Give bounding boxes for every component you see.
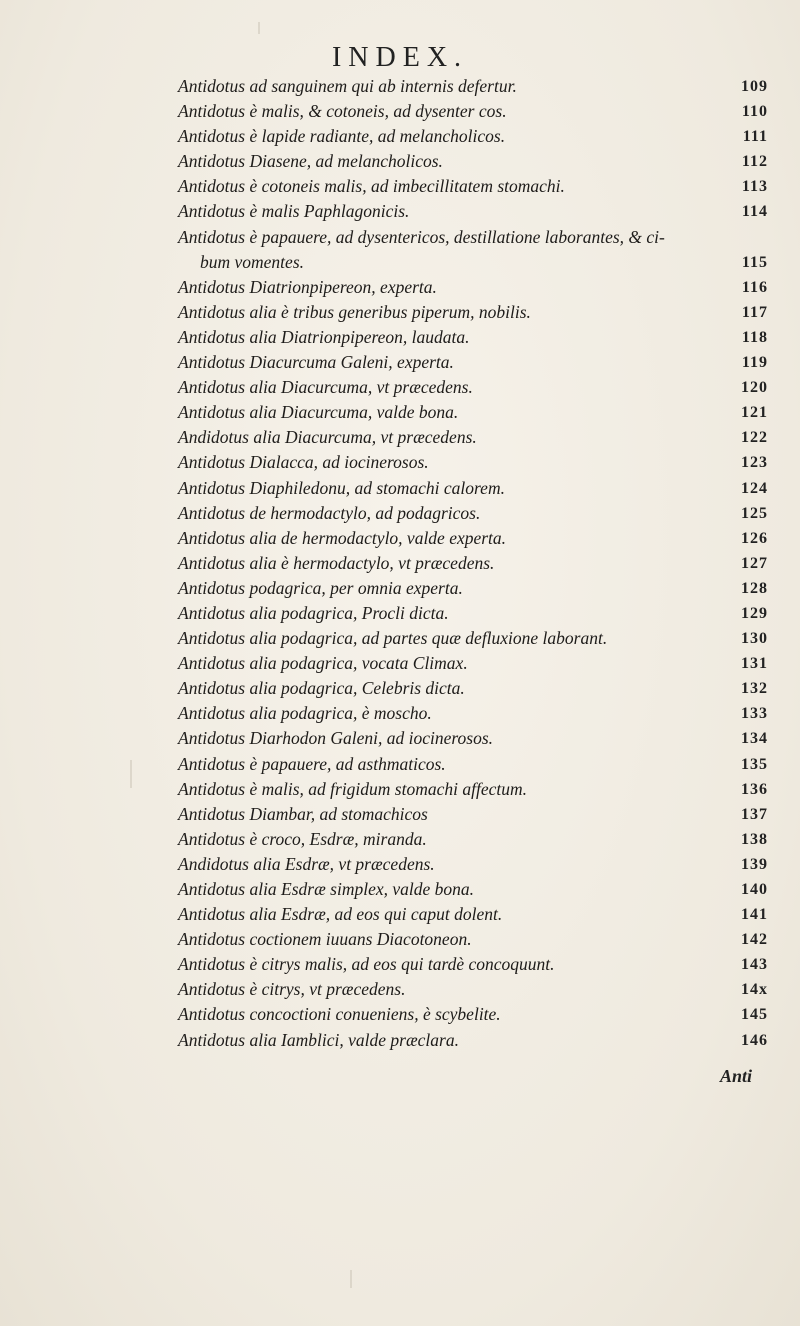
entry-page-number: 119	[741, 354, 768, 372]
entry-title: Antidotus alia Diacurcuma, vt præcedens.	[178, 377, 473, 398]
entry-page-number: 120	[741, 379, 768, 397]
entry-title: Antidotus coctionem iuuans Diacotoneon.	[178, 929, 472, 950]
paper-mark	[350, 1270, 352, 1288]
index-entry	[178, 275, 768, 300]
index-entry	[178, 676, 768, 701]
entry-page-number: 128	[741, 579, 768, 597]
entry-page-number: 136	[741, 780, 768, 798]
entry-page-number: 130	[741, 630, 768, 648]
entry-title: Antidotus concoctioni conueniens, è scybelite.	[178, 1004, 501, 1025]
entry-page-number: 146	[741, 1031, 768, 1049]
entry-title: Antidotus podagrica, per omnia experta.	[178, 577, 463, 598]
entry-title: Antidotus alia Iamblici, valde præclara.	[178, 1029, 459, 1050]
index-entry	[178, 852, 768, 877]
index-entry	[178, 701, 768, 726]
index-entry	[178, 300, 768, 325]
index-entry	[178, 752, 768, 777]
index-entry	[178, 626, 768, 651]
entry-page-number: 140	[741, 881, 768, 898]
entry-page-number: 113	[741, 178, 768, 196]
entry-page-number: 117	[741, 303, 768, 321]
catchword: Anti	[719, 1066, 752, 1086]
index-entry	[178, 74, 768, 99]
entry-title: Antidotus è citrys malis, ad eos qui tardè concoquunt.	[178, 954, 555, 975]
index-entry	[178, 726, 768, 751]
entry-title-continuation: bum vomentes.	[200, 251, 305, 272]
index-entry	[178, 1002, 768, 1027]
index-entry	[178, 802, 768, 827]
entry-title: Antidotus alia Esdræ, ad eos qui caput dolent.	[178, 904, 503, 925]
entry-title: Antidotus Diacurcuma Galeni, experta.	[178, 352, 454, 373]
entry-page-number: 138	[741, 830, 768, 848]
page-title: INDEX.	[331, 42, 469, 73]
entry-page-number: 126	[741, 529, 768, 547]
index-entry	[178, 375, 768, 400]
entry-title: Antidotus Diarhodon Galeni, ad iocinerosos.	[178, 728, 493, 749]
index-entry	[178, 551, 768, 576]
entry-page-number: 124	[741, 479, 768, 497]
entry-title: Antidotus è papauere, ad asthmaticos.	[178, 753, 446, 774]
index-entry	[178, 601, 768, 626]
entry-page-number: 137	[741, 805, 768, 823]
entry-title: Antidotus è citrys, vt præcedens.	[178, 979, 406, 1000]
index-entry	[178, 199, 768, 224]
entry-title: Antidotus è malis, & cotoneis, ad dysenter cos.	[178, 101, 507, 122]
entry-page-number: 111	[742, 128, 768, 146]
entry-title: Antidotus alia podagrica, vocata Climax.	[178, 653, 468, 674]
entry-page-number: 109	[741, 78, 768, 95]
entry-page-number: 123	[741, 454, 768, 472]
index-list	[178, 74, 768, 1053]
entry-title: Andidotus alia Diacurcuma, vt præcedens.	[178, 427, 477, 448]
entry-title: Antidotus è croco, Esdræ, miranda.	[178, 828, 427, 849]
entry-title: Antidotus Diatrionpipereon, experta.	[178, 276, 437, 297]
entry-page-number: 116	[741, 278, 768, 296]
entry-page-number: 118	[741, 328, 768, 346]
entry-page-number: 142	[741, 931, 768, 949]
entry-title: Antidotus de hermodactylo, ad podagricos.	[178, 502, 481, 523]
entry-title: Antidotus alia podagrica, Celebris dicta.	[178, 678, 465, 699]
entry-title: Antidotus alia podagrica, ad partes quæ defluxione laborant.	[178, 628, 608, 649]
entry-title: Antidotus è malis, ad frigidum stomachi affectum.	[178, 778, 528, 799]
index-entry	[178, 325, 768, 350]
entry-title: Antidotus Diaphiledonu, ad stomachi calorem.	[178, 477, 505, 498]
index-entry	[178, 501, 768, 526]
entry-title: Antidotus alia Diacurcuma, valde bona.	[178, 402, 459, 423]
index-entry	[178, 977, 768, 1002]
index-entry	[178, 425, 768, 450]
entry-page-number: 139	[741, 855, 768, 873]
entry-title: Antidotus è papauere, ad dysentericos, destillatione laborantes, & ci-	[178, 226, 665, 247]
index-entry	[178, 651, 768, 676]
entry-page-number: 143	[741, 956, 768, 974]
entry-title: Andidotus alia Esdræ, vt præcedens.	[178, 853, 435, 874]
index-entry	[178, 927, 768, 952]
entry-title: Antidotus alia Esdræ simplex, valde bona.	[178, 879, 475, 899]
entry-page-number: 115	[741, 253, 768, 271]
entry-page-number: 141	[741, 906, 768, 924]
entry-page-number: 135	[741, 755, 768, 773]
index-entry	[178, 400, 768, 425]
index-entry	[178, 952, 768, 977]
paper-mark	[258, 22, 260, 34]
index-entry	[178, 350, 768, 375]
index-entry	[178, 99, 768, 124]
index-entry	[178, 777, 768, 802]
entry-title: Antidotus Diambar, ad stomachicos	[178, 803, 428, 824]
entry-page-number: 14x	[741, 981, 768, 999]
entry-page-number: 129	[741, 604, 768, 622]
paper-mark	[130, 760, 132, 788]
entry-title: Antidotus alia è hermodactylo, vt præcedens.	[178, 552, 495, 573]
index-entry	[178, 476, 768, 501]
index-entry	[178, 450, 768, 475]
entry-page-number: 114	[741, 203, 768, 221]
index-entry	[178, 827, 768, 852]
index-entry	[178, 576, 768, 601]
index-entry	[178, 902, 768, 927]
entry-page-number: 127	[741, 554, 768, 572]
entry-title: Antidotus è malis Paphlagonicis.	[178, 201, 410, 222]
entry-page-number: 145	[741, 1006, 768, 1024]
index-entry	[178, 877, 768, 902]
entry-title: Antidotus alia è tribus generibus piperum, nobilis.	[178, 301, 531, 322]
index-entry	[178, 526, 768, 551]
entry-title: Antidotus Diasene, ad melancholicos.	[178, 151, 443, 172]
entry-title: Antidotus Dialacca, ad iocinerosos.	[178, 452, 429, 473]
entry-page-number: 122	[741, 429, 768, 447]
index-entry	[178, 149, 768, 174]
entry-page-number: 132	[741, 680, 768, 698]
entry-page-number: 121	[741, 404, 768, 422]
entry-title: Antidotus alia Diatrionpipereon, laudata.	[178, 326, 470, 347]
entry-page-number: 131	[741, 655, 768, 673]
entry-title: Antidotus è lapide radiante, ad melancholicos.	[178, 126, 506, 147]
entry-title: Antidotus alia de hermodactylo, valde experta.	[178, 527, 507, 548]
entry-page-number: 112	[741, 153, 768, 171]
entry-page-number: 133	[741, 705, 768, 723]
entry-title: Antidotus è cotoneis malis, ad imbecillitatem stomachi.	[178, 176, 565, 197]
index-entry	[178, 225, 768, 275]
index-entry	[178, 174, 768, 199]
entry-page-number: 125	[741, 504, 768, 522]
entry-page-number: 110	[741, 103, 768, 121]
entry-page-number: 134	[741, 730, 768, 748]
entry-title: Antidotus ad sanguinem qui ab internis defertur.	[178, 76, 517, 96]
entry-title: Antidotus alia podagrica, è moscho.	[178, 703, 432, 724]
entry-title: Antidotus alia podagrica, Procli dicta.	[178, 602, 449, 623]
index-entry	[178, 124, 768, 149]
index-entry	[178, 1028, 768, 1053]
